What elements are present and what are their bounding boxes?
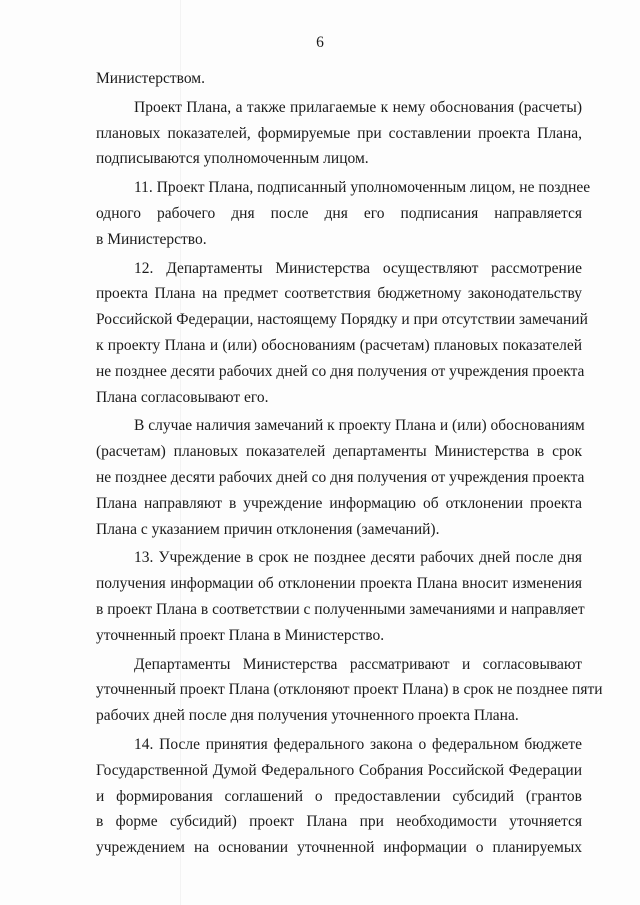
text-line: не позднее десяти рабочих дней со дня получения от учреждения проекта [96,468,585,486]
text-line: Плана направляют в учреждение информацию об отклонении проекта [96,494,582,512]
document-body [96,66,603,861]
text-line: Министерством. [96,70,205,87]
text-line: к проекту Плана и (или) обоснованиям (расчетам) плановых показателей [96,336,582,354]
text-line: 12. Департаменты Министерства осуществляют рассмотрение [134,259,582,277]
text-line: Российской Федерации, настоящему Порядку и при отсутствии замечаний [96,311,588,329]
text-line: уточненный проект Плана в Министерство. [96,626,385,644]
text-line: Плана согласовывают его. [96,388,269,406]
text-line: рабочих дней после дня получения уточненного проекта Плана. [96,707,519,725]
text-line: подписываются уполномоченным лицом. [96,150,369,168]
text-line: в проект Плана в соответствии с полученными замечаниями и направляет [96,600,585,618]
text-line: учреждением на основании уточненной информации о планируемых [96,839,582,857]
text-line: и формирования соглашений о предоставлении субсидий (грантов [96,787,582,805]
text-line: Государственной Думой Федерального Собрания Российской Федерации [96,761,582,779]
text-line: одного рабочего дня после дня его подписания направляется [96,204,582,222]
text-line: 14. После принятия федерального закона о федеральном бюджете [134,735,582,753]
text-line: в Министерство. [96,230,207,248]
text-line: не позднее десяти рабочих дней со дня получения от учреждения проекта [96,362,585,380]
text-line: получения информации об отклонении проекта Плана вносит изменения [96,575,582,593]
text-line: уточненный проект Плана (отклоняют проект Плана) в срок не позднее пяти [96,681,603,699]
text-line: проекта Плана на предмет соответствия бюджетному законодательству [96,285,582,303]
text-line: Плана с указанием причин отклонения (замечаний). [96,520,440,538]
page-number: 6 [316,34,324,51]
text-line: плановых показателей, формируемые при составлении проекта Плана, [96,124,582,142]
text-line: (расчетам) плановых показателей департаменты Министерства в срок [96,443,582,461]
text-line: В случае наличия замечаний к проекту Плана и (или) обоснованиям [134,417,585,435]
text-line: Департаменты Министерства рассматривают и согласовывают [134,655,582,673]
text-line: Проект Плана, а также прилагаемые к нему обоснования (расчеты) [134,98,582,116]
text-line: 13. Учреждение в срок не позднее десяти рабочих дней после дня [134,549,582,567]
text-line: в форме субсидий) проект Плана при необходимости уточняется [96,813,582,831]
text-line: 11. Проект Плана, подписанный уполномоченным лицом, не позднее [134,179,591,197]
